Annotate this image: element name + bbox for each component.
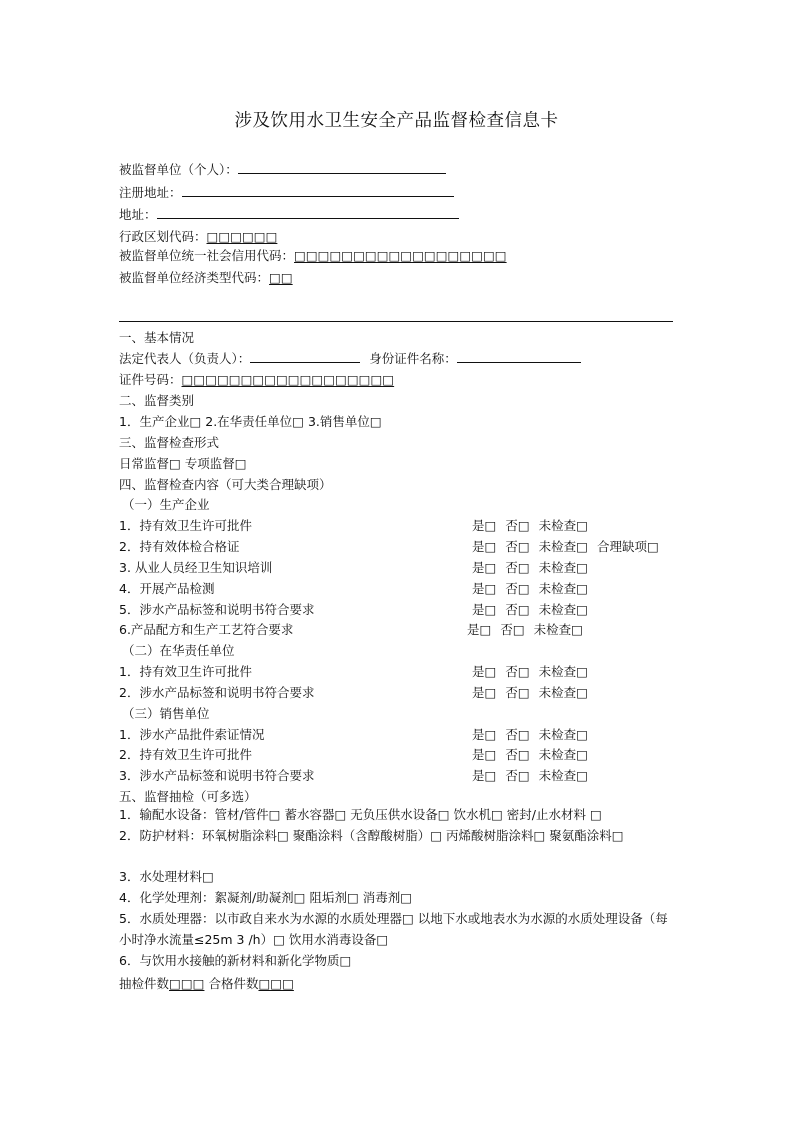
section-category-heading: 二、监督类别 [119, 393, 195, 408]
sub-responsible-heading: （二）在华责任单位 [122, 643, 235, 658]
check-item-label: 6.产品配方和生产工艺符合要求 [119, 622, 294, 637]
address-label: 地址： [119, 207, 157, 222]
legal-rep-input[interactable] [250, 350, 360, 363]
supervised-unit-field [119, 160, 446, 178]
check-item-label: 1．涉水产品批件索证情况 [119, 727, 265, 742]
section-sampling-heading: 五、监督抽检（可多选） [119, 789, 257, 804]
sampling-item-treatment-materials[interactable]: 3．水处理材料□ [119, 869, 214, 884]
sampling-item-chemicals[interactable]: 4．化学处理剂：絮凝剂/助凝剂□ 阻垢剂□ 消毒剂□ [119, 890, 413, 905]
section-form-heading: 三、监督检查形式 [119, 435, 220, 450]
region-code-label: 行政区划代码： [119, 229, 207, 244]
credit-code-label: 被监督单位统一社会信用代码： [119, 248, 295, 263]
check-item-choices [472, 725, 588, 743]
check-item-label: 2．持有效体检合格证 [119, 539, 240, 554]
registered-address-field [119, 183, 454, 201]
no-checkbox[interactable]: 否□ [500, 622, 525, 637]
sub-sales-heading: （三）销售单位 [122, 706, 210, 721]
yes-checkbox[interactable]: 是□ [472, 539, 497, 554]
econ-type-field [119, 268, 293, 286]
unchecked-checkbox[interactable]: 未检查□ [538, 664, 588, 679]
check-item-choices [472, 662, 588, 680]
sampling-item-new-materials[interactable]: 6．与饮用水接触的新材料和新化学物质□ [119, 953, 352, 968]
no-checkbox[interactable]: 否□ [505, 747, 530, 762]
credit-code-field [119, 246, 507, 264]
id-number-boxes[interactable]: □□□□□□□□□□□□□□□□□□ [181, 372, 395, 387]
region-code-boxes[interactable]: □□□□□□ [206, 229, 278, 244]
address-field [119, 205, 459, 223]
check-item-choices [472, 745, 588, 763]
sample-count-label: 抽检件数 [119, 976, 170, 991]
no-checkbox[interactable]: 否□ [505, 539, 530, 554]
id-number-label: 证件号码： [119, 372, 182, 387]
yes-checkbox[interactable]: 是□ [472, 768, 497, 783]
check-item-choices [472, 516, 588, 534]
legal-rep-row [119, 349, 581, 367]
unchecked-checkbox[interactable]: 未检查□ [538, 768, 588, 783]
yes-checkbox[interactable]: 是□ [472, 602, 497, 617]
supervised-unit-label: 被监督单位（个人）： [119, 162, 238, 177]
qualified-count-label: 合格件数 [208, 976, 259, 991]
divider [119, 321, 673, 322]
id-number-row [119, 370, 394, 388]
no-checkbox[interactable]: 否□ [505, 727, 530, 742]
id-doc-input[interactable] [457, 350, 581, 363]
unchecked-checkbox[interactable]: 未检查□ [538, 581, 588, 596]
yes-checkbox[interactable]: 是□ [472, 664, 497, 679]
unchecked-checkbox[interactable]: 未检查□ [533, 622, 583, 637]
check-item-label: 1．持有效卫生许可批件 [119, 664, 252, 679]
unchecked-checkbox[interactable]: 未检查□ [538, 560, 588, 575]
supervised-unit-input[interactable] [238, 161, 446, 174]
sampling-item-protective[interactable]: 2．防护材料：环氧树脂涂料□ 聚酯涂料（含醇酸树脂）□ 丙烯酸树脂涂料□ 聚氨酯涂料□ [119, 828, 624, 843]
region-code-field [119, 227, 277, 245]
check-item-choices [472, 558, 588, 576]
no-checkbox[interactable]: 否□ [505, 768, 530, 783]
yes-checkbox[interactable]: 是□ [472, 560, 497, 575]
econ-type-label: 被监督单位经济类型代码： [119, 270, 270, 285]
id-doc-label: 身份证件名称： [369, 351, 457, 366]
check-item-label: 2．持有效卫生许可批件 [119, 747, 252, 762]
sampling-item-water-processor[interactable]: 5．水质处理器：以市政自来水为水源的水质处理器□ 以地下水或地表水为水源的水质处理设备（每小时净水流量≤25m 3 /h）□ 饮用水消毒设备□ [119, 911, 668, 947]
check-item-label: 3．涉水产品标签和说明书符合要求 [119, 768, 315, 783]
check-item-label: 4．开展产品检测 [119, 581, 215, 596]
category-options[interactable]: 1．生产企业□ 2.在华责任单位□ 3.销售单位□ [119, 414, 382, 429]
check-item-label: 2．涉水产品标签和说明书符合要求 [119, 685, 315, 700]
check-item-choices [472, 579, 588, 597]
check-item-label: 1．持有效卫生许可批件 [119, 518, 252, 533]
no-checkbox[interactable]: 否□ [505, 602, 530, 617]
no-checkbox[interactable]: 否□ [505, 560, 530, 575]
econ-type-boxes[interactable]: □□ [269, 270, 293, 285]
no-checkbox[interactable]: 否□ [505, 664, 530, 679]
unchecked-checkbox[interactable]: 未检查□ [538, 539, 588, 554]
unchecked-checkbox[interactable]: 未检查□ [538, 685, 588, 700]
check-item-choices [472, 766, 588, 784]
check-item-choices [472, 600, 588, 618]
sub-production-heading: （一）生产企业 [122, 497, 210, 512]
no-checkbox[interactable]: 否□ [505, 581, 530, 596]
check-item-choices [472, 683, 588, 701]
legal-rep-label: 法定代表人（负责人）： [119, 351, 251, 366]
check-item-label: 3. 从业人员经卫生知识培训 [119, 560, 273, 575]
credit-code-boxes[interactable]: □□□□□□□□□□□□□□□□□□ [294, 248, 507, 263]
reasonable-missing-checkbox[interactable]: 合理缺项□ [596, 539, 659, 554]
page-title: 涉及饮用水卫生安全产品监督检查信息卡 [234, 111, 559, 131]
registered-address-label: 注册地址： [119, 185, 182, 200]
yes-checkbox[interactable]: 是□ [472, 727, 497, 742]
yes-checkbox[interactable]: 是□ [472, 518, 497, 533]
sampling-item-equipment[interactable]: 1．输配水设备：管材/管件□ 蓄水容器□ 无负压供水设备□ 饮水机□ 密封/止水材料 □ [119, 807, 602, 822]
sample-count-row [119, 974, 294, 992]
check-item-choices [472, 537, 659, 555]
sample-count-boxes[interactable]: □□□ [169, 976, 205, 991]
qualified-count-boxes[interactable]: □□□ [258, 976, 294, 991]
yes-checkbox[interactable]: 是□ [472, 581, 497, 596]
yes-checkbox[interactable]: 是□ [472, 747, 497, 762]
unchecked-checkbox[interactable]: 未检查□ [538, 602, 588, 617]
check-item-label: 5．涉水产品标签和说明书符合要求 [119, 602, 315, 617]
address-input[interactable] [157, 206, 459, 219]
section-content-heading: 四、监督检查内容（可大类合理缺项） [119, 477, 332, 492]
check-item-choices [467, 620, 583, 638]
yes-checkbox[interactable]: 是□ [467, 622, 492, 637]
form-options[interactable]: 日常监督□ 专项监督□ [119, 456, 247, 471]
registered-address-input[interactable] [182, 184, 454, 197]
unchecked-checkbox[interactable]: 未检查□ [538, 518, 588, 533]
section-basic-heading: 一、基本情况 [119, 330, 195, 345]
unchecked-checkbox[interactable]: 未检查□ [538, 727, 588, 742]
no-checkbox[interactable]: 否□ [505, 518, 530, 533]
yes-checkbox[interactable]: 是□ [472, 685, 497, 700]
no-checkbox[interactable]: 否□ [505, 685, 530, 700]
unchecked-checkbox[interactable]: 未检查□ [538, 747, 588, 762]
